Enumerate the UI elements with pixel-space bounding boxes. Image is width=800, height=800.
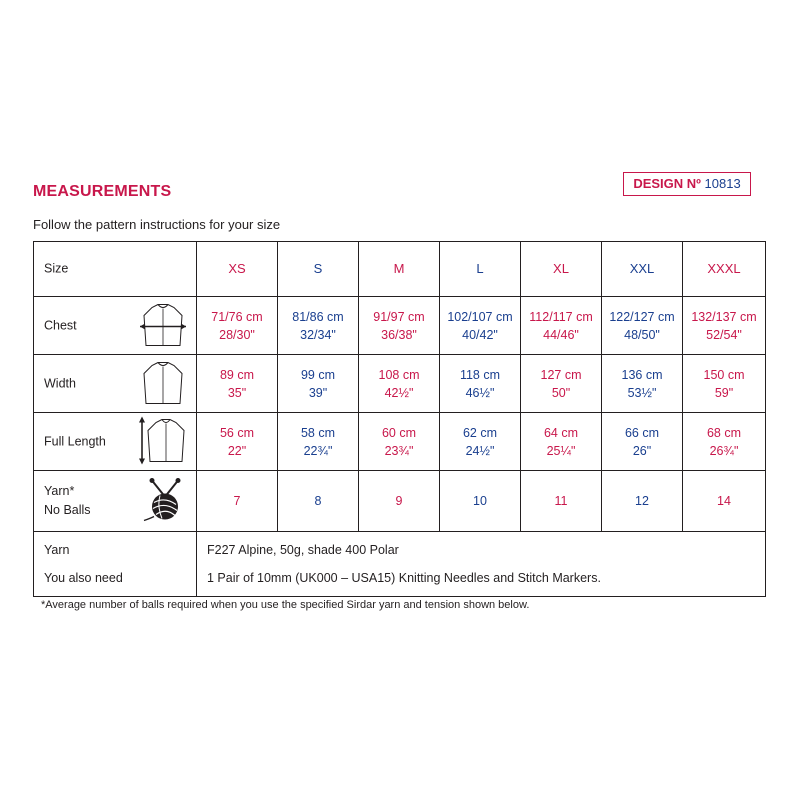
length-m-cm: 60 cm [381,425,417,440]
chest-xxxl-cm: 132/137 cm [691,309,757,324]
chest-xs [197,297,278,355]
chest-label: Chest [44,318,77,332]
size-label-cell [34,242,197,297]
length-xs [197,413,278,471]
chest-s-in: 32/34" [300,327,336,342]
chest-m [359,297,440,355]
chest-l [440,297,521,355]
subtitle: Follow the pattern instructions for your size [33,217,281,232]
balls-m: 9 [359,471,440,532]
balls-xl: 11 [521,471,602,532]
length-m [359,413,440,471]
width-xl [521,355,602,413]
length-xxl-cm: 66 cm [624,425,660,440]
also-need-label: You also need [34,564,197,597]
length-xs-in: 22" [227,443,247,458]
length-s [278,413,359,471]
length-xxxl-cm: 68 cm [706,425,742,440]
size-xl: XL [521,242,602,297]
width-xxxl-cm: 150 cm [703,367,745,382]
footnote: *Average number of balls required when you use the specified Sirdar yarn and tension shown below. [41,599,530,611]
width-xs-in: 35" [227,385,247,400]
length-s-in: 22¾" [303,443,333,458]
chest-l-in: 40/42" [462,327,498,342]
size-xxxl: XXXL [683,242,766,297]
length-m-in: 23¾" [384,443,414,458]
chest-xxl [602,297,683,355]
width-l-cm: 118 cm [459,367,501,382]
width-xxl-in: 53½" [627,385,657,400]
yarn-balls-label-cell [34,471,197,532]
chest-xl [521,297,602,355]
full-length-row [34,413,766,471]
chest-s-cm: 81/86 cm [292,309,344,324]
width-xl-cm: 127 cm [540,367,582,382]
full-length-label: Full Length [44,434,106,448]
length-s-cm: 58 cm [300,425,336,440]
width-m-in: 42½" [384,385,414,400]
also-need-value: 1 Pair of 10mm (UK000 – USA15) Knitting Needles and Stitch Markers. [197,564,766,597]
yarn-balls-label [44,482,91,520]
width-label: Width [44,376,76,390]
balls-s: 8 [278,471,359,532]
chest-m-in: 36/38" [381,327,417,342]
design-number-box [623,172,751,196]
balls-xxxl: 14 [683,471,766,532]
chest-m-cm: 91/97 cm [373,309,425,324]
length-xxxl [683,413,766,471]
width-s-in: 39" [308,385,328,400]
size-header-row [34,242,766,297]
width-m [359,355,440,413]
measurements-table [33,241,766,597]
length-l-in: 24½" [465,443,495,458]
width-xxl [602,355,683,413]
chest-row [34,297,766,355]
yarn-value: F227 Alpine, 50g, shade 400 Polar [197,532,766,565]
yarn-ball-needles-icon [142,477,188,526]
page-title: MEASUREMENTS [33,183,172,200]
design-number: 10813 [704,176,741,191]
length-l-cm: 62 cm [462,425,498,440]
width-l-in: 46½" [465,385,495,400]
width-m-cm: 108 cm [378,367,420,382]
size-s: S [278,242,359,297]
length-xxl-in: 26" [632,443,652,458]
yarn-balls-label-line1: Yarn* [44,484,75,498]
garment-width-icon [138,359,188,408]
chest-xl-cm: 112/117 cm [529,309,593,324]
chest-l-cm: 102/107 cm [447,309,513,324]
yarn-balls-row [34,471,766,532]
chest-xxl-cm: 122/127 cm [609,309,675,324]
design-label: DESIGN Nº [633,176,701,191]
width-xxl-cm: 136 cm [621,367,663,382]
size-xxl: XXL [602,242,683,297]
length-xl-cm: 64 cm [543,425,579,440]
balls-l: 10 [440,471,521,532]
balls-xxl: 12 [602,471,683,532]
size-label: Size [44,261,69,276]
width-s [278,355,359,413]
chest-xs-in: 28/30" [219,327,255,342]
chest-xxxl [683,297,766,355]
width-xxxl-in: 59" [714,385,734,400]
size-m: M [359,242,440,297]
chest-xxl-in: 48/50" [624,327,660,342]
yarn-row [34,532,766,565]
width-s-cm: 99 cm [300,367,336,382]
chest-s [278,297,359,355]
length-xl [521,413,602,471]
length-xl-in: 25¼" [546,443,576,458]
width-xl-in: 50" [551,385,571,400]
width-label-cell [34,355,197,413]
width-xs [197,355,278,413]
size-xs: XS [197,242,278,297]
chest-xl-in: 44/46" [543,327,579,342]
yarn-label: Yarn [34,532,197,565]
chest-xxxl-in: 52/54" [706,327,742,342]
yarn-balls-label-line2: No Balls [44,503,91,517]
chest-label-cell [34,297,197,355]
also-need-row [34,564,766,597]
width-xs-cm: 89 cm [219,367,255,382]
length-xxxl-in: 26¾" [709,443,739,458]
size-l: L [440,242,521,297]
chest-xs-cm: 71/76 cm [211,309,263,324]
balls-xs: 7 [197,471,278,532]
garment-length-icon [138,415,188,468]
width-xxxl [683,355,766,413]
length-xxl [602,413,683,471]
full-length-label-cell [34,413,197,471]
length-l [440,413,521,471]
width-l [440,355,521,413]
width-row [34,355,766,413]
length-xs-cm: 56 cm [219,425,255,440]
garment-chest-width-icon [138,301,188,350]
